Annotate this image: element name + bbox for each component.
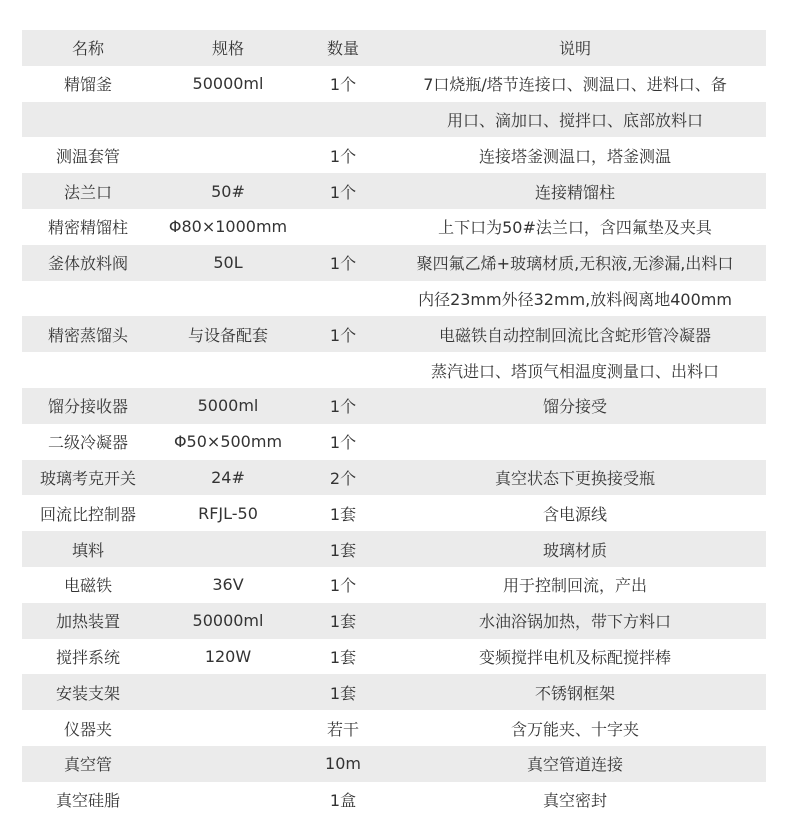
cell-spec: RFJL-50 [198,503,258,523]
cell-name: 测温套管 [55,146,120,166]
table-row [22,352,766,388]
table-row [22,137,766,173]
cell-desc: 真空管道连接 [526,755,623,775]
cell-name: 仪器夹 [63,719,112,739]
parts-table [22,30,766,818]
table-row [22,245,766,281]
cell-name: 加热装置 [55,612,120,632]
table-row [22,388,766,424]
cell-desc: 7口烧瓶/塔节连接口、测温口、进料口、备 [423,75,727,95]
cell-name: 二级冷凝器 [47,433,128,453]
cell-desc: 上下口为50#法兰口，含四氟垫及夹具 [438,218,712,238]
header-desc: 说明 [558,39,591,59]
cell-desc: 内径23mm外径32mm,放料阀离地400mm [418,289,732,309]
cell-qty: 1盒 [329,791,357,811]
cell-name: 回流比控制器 [39,504,136,524]
cell-qty: 2个 [329,468,357,488]
cell-spec: 50L [213,253,243,273]
table-body [22,66,766,818]
cell-desc: 变频搅拌电机及标配搅拌棒 [478,647,671,667]
cell-desc: 不锈钢框架 [534,683,615,703]
table-row [22,209,766,245]
cell-desc: 真空状态下更换接受瓶 [494,468,655,488]
table-row [22,102,766,138]
table-row [22,495,766,531]
table-row [22,66,766,102]
header-spec: 规格 [211,39,244,59]
cell-name: 安装支架 [55,683,120,703]
table-row [22,710,766,746]
table-row [22,567,766,603]
cell-name: 玻璃考克开关 [39,468,136,488]
cell-qty: 1个 [329,146,357,166]
cell-desc: 用口、滴加口、搅拌口、底部放料口 [446,110,703,130]
cell-desc: 玻璃材质 [542,540,607,560]
cell-spec: 120W [204,646,252,666]
cell-spec: Φ50×500mm [173,432,283,452]
cell-spec: 50# [211,181,245,201]
cell-qty: 10m [325,754,361,774]
table-row [22,460,766,496]
cell-name: 真空管 [63,755,112,775]
cell-qty: 若干 [326,719,359,739]
cell-qty: 1套 [329,647,357,667]
cell-qty: 1个 [329,254,357,274]
cell-spec: 5000ml [197,396,259,416]
cell-name: 电磁铁 [63,576,112,596]
cell-desc: 连接精馏柱 [534,182,615,202]
table-row [22,531,766,567]
cell-desc: 聚四氟乙烯+玻璃材质,无积液,无渗漏,出料口 [416,254,734,274]
cell-name: 釜体放料阀 [47,254,128,274]
cell-qty: 1个 [329,397,357,417]
cell-spec: 与设备配套 [187,325,268,345]
table-row [22,316,766,352]
cell-spec: 50000ml [192,611,264,631]
cell-desc: 含电源线 [542,504,607,524]
cell-desc: 真空密封 [542,791,607,811]
cell-desc: 用于控制回流，产出 [502,576,647,596]
cell-spec: Φ80×1000mm [168,217,288,237]
table-row [22,782,766,818]
cell-name: 精馏釜 [63,75,112,95]
table-row [22,639,766,675]
cell-spec: 50000ml [192,74,264,94]
cell-name: 搅拌系统 [55,647,120,667]
cell-qty: 1个 [329,433,357,453]
cell-name: 真空硅脂 [55,791,120,811]
cell-name: 填料 [71,540,104,560]
table-row [22,424,766,460]
cell-spec: 24# [211,467,245,487]
cell-name: 精密蒸馏头 [47,325,128,345]
cell-desc: 馏分接受 [542,397,607,417]
header-qty: 数量 [326,39,359,59]
cell-desc: 电磁铁自动控制回流比含蛇形管冷凝器 [438,325,711,345]
table-row [22,281,766,317]
cell-desc: 蒸汽进口、塔顶气相温度测量口、出料口 [430,361,719,381]
cell-qty: 1个 [329,576,357,596]
cell-qty: 1个 [329,182,357,202]
table-header [22,30,766,66]
cell-qty: 1套 [329,504,357,524]
cell-desc: 含万能夹、十字夹 [510,719,639,739]
table-row [22,173,766,209]
cell-desc: 连接塔釜测温口，塔釜测温 [478,146,671,166]
cell-qty: 1套 [329,683,357,703]
cell-name: 精密精馏柱 [47,218,128,238]
header-name: 名称 [71,39,104,59]
cell-qty: 1个 [329,75,357,95]
cell-name: 馏分接收器 [47,397,128,417]
cell-qty: 1套 [329,540,357,560]
table-row [22,746,766,782]
cell-spec: 36V [212,575,244,595]
cell-name: 法兰口 [63,182,112,202]
table-row [22,674,766,710]
cell-qty: 1套 [329,612,357,632]
table-row [22,603,766,639]
cell-qty: 1个 [329,325,357,345]
cell-desc: 水油浴锅加热，带下方料口 [478,612,671,632]
